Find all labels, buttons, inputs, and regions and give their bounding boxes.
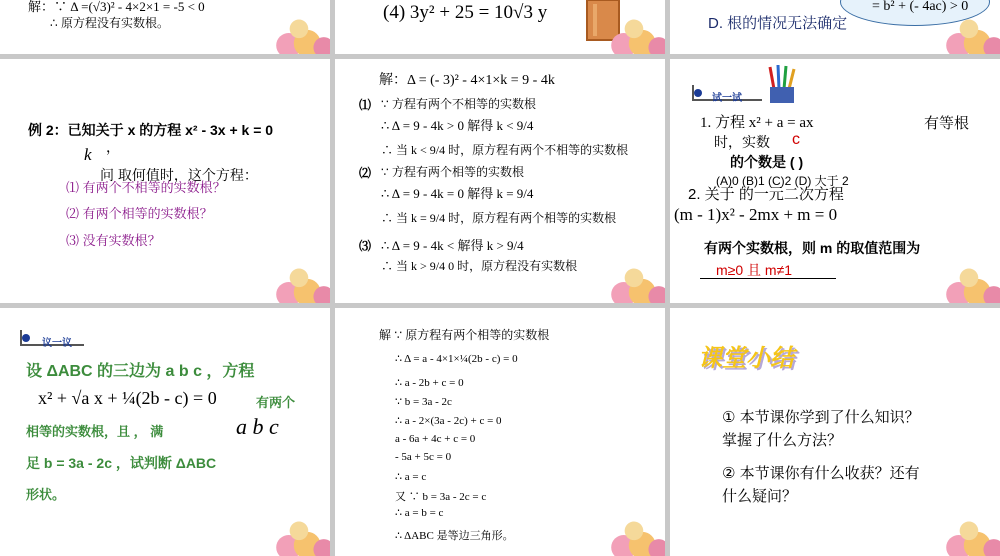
slide2-equation: (4) 3y² + 25 = 10√3 y [383,2,548,23]
bullet-dot-icon [694,89,702,97]
fruit-decoration [605,261,665,303]
fruit-decoration [270,12,330,54]
problem-1-options: (A)0 (B)1 (C)2 (D) 大于 2 [716,174,849,188]
proof-line: ∴ Δ = a - 4×1×¼(2b - c) = 0 [395,353,518,365]
fruit-decoration [940,12,1000,54]
case-2-solve: ∴ Δ = 9 - 4k = 0 解得 k = 9/4 [381,186,534,201]
case-1-conclusion: ∴ 当 k < 9/4 时，原方程有两个不相等的实数根 [381,143,629,157]
proof-line: ∵ b = 3a - 2c [395,396,452,408]
solution-delta: 解：Δ = (- 3)² - 4×1×k = 9 - 4k [379,73,555,88]
option-d: D. 根的情况无法确定 [708,15,848,32]
discuss-equation: x² + √a x + ¼(2b - c) = 0 [38,388,217,408]
slide-3[interactable] [670,0,1000,54]
fruit-decoration [605,12,665,54]
case-2-given: ∵ 方程有两个相等的实数根 [381,165,524,179]
discuss-line-3: 相等的实数根，且 ， 满 [26,424,164,439]
summary-q1a: ① 本节课你学到了什么知识？ [722,409,920,426]
slide1-line1: 解：∵ Δ =(√3)² - 4×2×1 = -5 < 0 [28,0,205,14]
proof-line: ∴ a - 2×(3a - 2c) + c = 0 [395,415,502,427]
discuss-line-2b: 有两个 [256,395,296,410]
problem-2-answer: m≥0 且 m≠1 [716,262,793,278]
slide-8[interactable] [335,308,665,556]
problem-1-equation: 1. 方程 x² + a = ax [700,115,814,131]
proof-line: ∴ a = b = c [395,507,444,519]
slide-5[interactable] [335,59,665,303]
fruit-decoration [940,514,1000,556]
answer-underline [700,278,836,279]
discuss-variables: a b c [236,414,279,439]
question-3: ⑶ 没有实数根？ [66,233,161,248]
proof-line: ∴ a = c [395,471,427,483]
discuss-line-1: 设 ΔABC 的三边为 a b c ，方程 [26,363,255,380]
proof-line: ∴ ΔABC 是等边三角形。 [395,530,514,542]
case-1-label: ⑴ [359,98,372,112]
discuss-line-5: 形状。 [26,487,66,502]
fruit-decoration [940,261,1000,303]
problem-1-count: 的个数是 ( ) [730,154,804,170]
slide-9[interactable] [670,308,1000,556]
example-k: k [84,145,92,164]
discuss-tag: 议一议 [42,338,72,349]
case-1-solve: ∴ Δ = 9 - 4k > 0 解得 k < 9/4 [381,118,534,133]
bullet-dot-icon [22,334,30,342]
pencil-cup-icon [766,65,800,105]
problem-1-equal-roots: 有等根 [924,115,970,132]
problem-2-equation: (m - 1)x² - 2mx + m = 0 [674,205,838,224]
case-2-conclusion: ∴ 当 k = 9/4 时，原方程有两个相等的实数根 [381,211,617,225]
summary-q1b: 掌握了什么方法？ [722,432,843,449]
summary-q2b: 什么疑问？ [722,488,798,505]
problem-2-condition: 有两个实数根，则 m 的取值范围为 [704,240,921,256]
question-2: ⑵ 有两个相等的实数根？ [66,206,213,221]
slide1-line2: ∴ 原方程没有实数根。 [50,16,169,30]
try-tag: 试一试 [712,93,742,104]
problem-1-answer: c [792,131,800,148]
case-2-label: ⑵ [359,166,372,180]
slide-6[interactable] [670,59,1000,303]
example-comma: ， [106,139,120,155]
problem-2-text: 2. 关于 的一元二次方程 [688,186,844,203]
example-question: 问 取何值时，这个方程： [100,167,258,183]
proof-line: - 5a + 5c = 0 [395,451,452,463]
fruit-decoration [270,261,330,303]
question-1: ⑴ 有两个不相等的实数根？ [66,180,226,195]
proof-line: a - 6a + 4c + c = 0 [395,433,476,445]
proof-heading: 解 ∵ 原方程有两个相等的实数根 [379,328,550,342]
fruit-decoration [270,514,330,556]
fruit-decoration [605,514,665,556]
case-1-given: ∵ 方程有两个不相等的实数根 [381,97,536,111]
slide-1[interactable] [0,0,330,54]
case-3-conclusion: ∴ 当 k > 9/4 0 时，原方程没有实数根 [381,259,578,273]
case-3-solve: ∴ Δ = 9 - 4k < 解得 k > 9/4 [381,238,524,253]
slide-2[interactable] [335,0,665,54]
discuss-line-4: 足 b = 3a - 2c ，试判断 ΔABC [26,455,217,471]
summary-q2a: ② 本节课你有什么收获？还有 [722,465,920,482]
proof-line: ∴ a - 2b + c = 0 [395,377,464,389]
proof-line: 又 ∵ b = 3a - 2c = c [395,491,487,503]
example-heading: 例 2：已知关于 x 的方程 x² - 3x + k = 0 [28,122,274,138]
case-3-label: ⑶ [359,239,372,253]
bubble-formula: = b² + (- 4ac) > 0 [872,0,969,14]
summary-title: 课堂小结 [698,345,794,372]
slide-7[interactable] [0,308,330,556]
slide-4[interactable] [0,59,330,303]
problem-1-text: 时，实数 [714,134,770,150]
